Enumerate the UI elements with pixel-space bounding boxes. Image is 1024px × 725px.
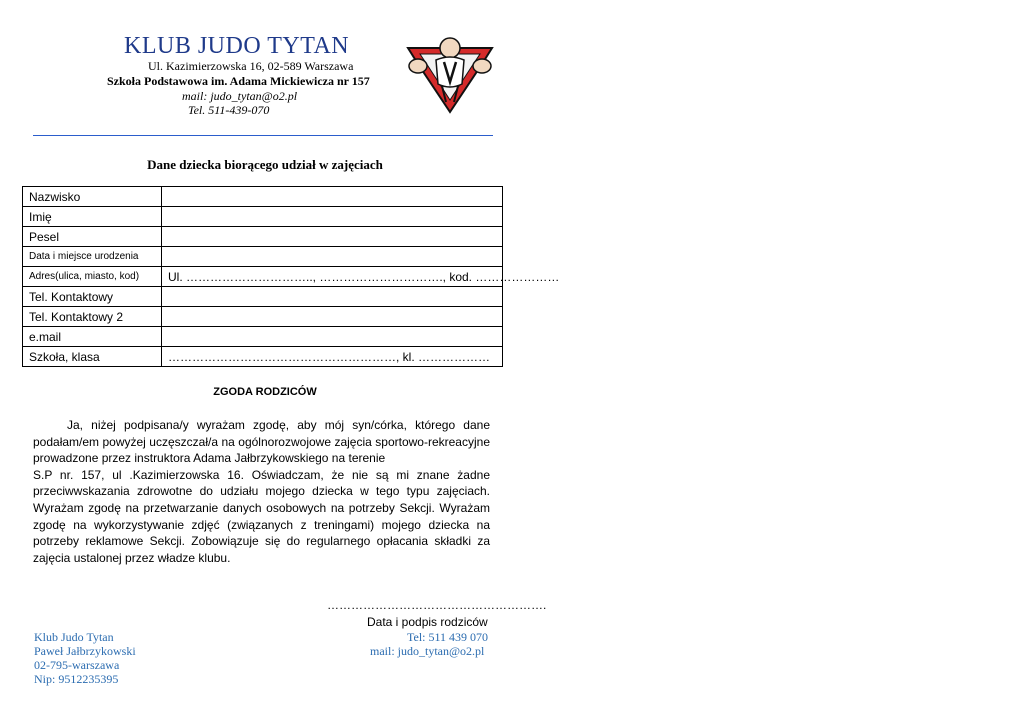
table-row <box>23 267 503 287</box>
row-label: Tel. Kontaktowy <box>23 287 162 307</box>
section-heading: Dane dziecka biorącego udział w zajęciach <box>147 157 383 172</box>
table-row <box>23 207 503 227</box>
row-value[interactable] <box>162 187 503 207</box>
signature-label: Data i podpis rodziców <box>367 615 488 629</box>
signature-line: ………………………………………………. <box>327 598 547 612</box>
footer-mail: mail: judo_tytan@o2.pl <box>370 644 485 658</box>
club-title: KLUB JUDO TYTAN <box>124 33 350 59</box>
header-divider <box>33 135 493 136</box>
row-label: Data i miejsce urodzenia <box>23 247 162 267</box>
consent-paragraph-2: S.P nr. 157, ul .Kazimierzowska 16. Oświadczam, że nie są mi znane żadne przeciwwskazania zdrowotne do udziału mojego dziecka w tego typu zajęciach. Wyrażam zgodę na przetwarzanie danych osobowych na potrzeby Sekcji. Wyrażam zgodę na wykorzystywanie zdjęć (związanych z treningami) mojego dziecka na potrzeby reklamowe Sekcji. Zobowiązuje się do regularnego opłacania składki za zajęcia ustalonej przez władze klubu. <box>33 467 490 565</box>
row-value[interactable] <box>162 307 503 327</box>
club-mail: mail: judo_tytan@o2.pl <box>182 89 298 103</box>
consent-text <box>33 417 490 566</box>
consent-paragraph-1: Ja, niżej podpisana/y wyrażam zgodę, aby mój syn/córka, którego dane podałam/em powyżej uczęszczał/a na ogólnorozwojowe zajęcia sportowo-rekreacyjne prowadzone przez instruktora Adama Jałbrzykowskiego na terenie <box>33 418 490 466</box>
row-label: Adres(ulica, miasto, kod) <box>23 267 162 287</box>
footer-person: Paweł Jałbrzykowski <box>34 644 136 658</box>
judo-logo-icon <box>400 34 500 114</box>
row-value[interactable]: …………………………………………………, kl. ……………… <box>162 347 503 367</box>
row-label: Nazwisko <box>23 187 162 207</box>
row-label: e.mail <box>23 327 162 347</box>
table-row <box>23 347 503 367</box>
table-row <box>23 287 503 307</box>
club-address: Ul. Kazimierzowska 16, 02-589 Warszawa <box>148 59 354 73</box>
table-row <box>23 247 503 267</box>
table-row <box>23 227 503 247</box>
club-tel: Tel. 511-439-070 <box>188 103 270 117</box>
consent-heading: ZGODA RODZICÓW <box>213 386 317 398</box>
table-row <box>23 307 503 327</box>
row-value[interactable] <box>162 247 503 267</box>
footer-tel: Tel: 511 439 070 <box>407 630 489 644</box>
child-data-table <box>22 186 560 367</box>
table-row <box>23 327 503 347</box>
footer-nip: Nip: 9512235395 <box>34 672 119 686</box>
table-row <box>23 187 503 207</box>
row-value[interactable]: Ul. ………………………….., …………………………., kod. ………………… <box>162 267 503 287</box>
footer-postal: 02-795-warszawa <box>34 658 120 672</box>
row-label: Pesel <box>23 227 162 247</box>
footer-club: Klub Judo Tytan <box>34 630 114 644</box>
club-school: Szkoła Podstawowa im. Adama Mickiewicza nr 157 <box>107 74 370 88</box>
row-label: Szkoła, klasa <box>23 347 162 367</box>
row-value[interactable] <box>162 287 503 307</box>
row-value[interactable] <box>162 327 503 347</box>
row-label: Tel. Kontaktowy 2 <box>23 307 162 327</box>
row-label: Imię <box>23 207 162 227</box>
row-value[interactable] <box>162 227 503 247</box>
row-value[interactable] <box>162 207 503 227</box>
